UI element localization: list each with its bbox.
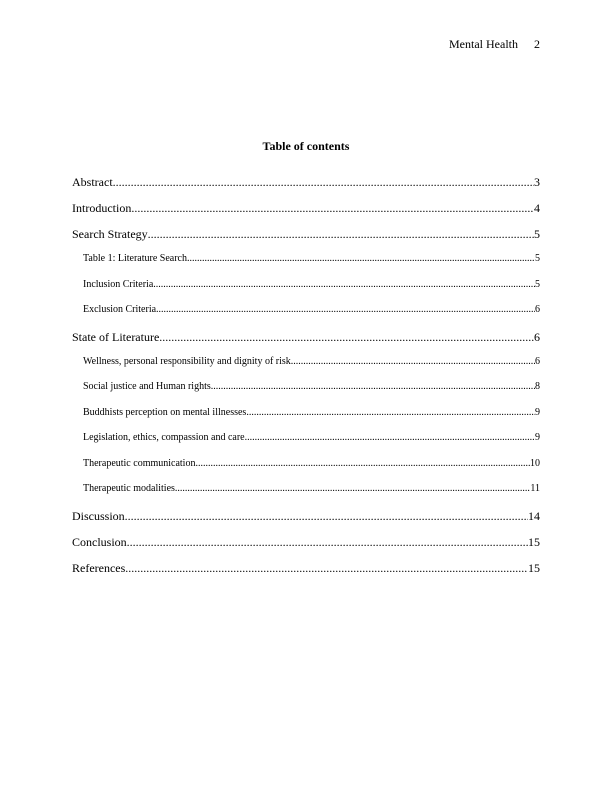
toc-entry-page: 15 (528, 560, 540, 575)
toc-entry-introduction[interactable] (72, 201, 540, 227)
dot-leader (148, 227, 534, 241)
toc-entry-legislation-ethics[interactable] (72, 432, 540, 458)
toc-entry-therapeutic-modalities[interactable] (72, 483, 540, 509)
toc-entry-conclusion[interactable] (72, 535, 540, 561)
dot-leader (159, 330, 534, 344)
toc-entry-page: 6 (535, 355, 540, 367)
toc-entry-abstract[interactable] (72, 175, 540, 201)
toc-entry-label: Therapeutic communication (83, 457, 196, 469)
toc-entry-inclusion-criteria[interactable] (72, 279, 540, 305)
toc-entry-page: 5 (534, 227, 540, 241)
toc-entry-references[interactable] (72, 561, 540, 587)
toc-entry-page: 9 (535, 432, 540, 443)
toc-entry-discussion[interactable] (72, 509, 540, 535)
toc-entry-label: Introduction (72, 201, 132, 215)
toc-entry-page: 5 (535, 278, 540, 290)
dot-leader (156, 304, 535, 316)
toc-entry-social-justice[interactable] (72, 381, 540, 407)
toc-entry-label: Search Strategy (72, 227, 148, 241)
dot-leader (195, 458, 530, 470)
dot-leader (175, 483, 530, 495)
running-head-title: Mental Health (449, 37, 518, 51)
toc-entry-page: 5 (535, 253, 540, 264)
toc-entry-page: 6 (534, 329, 540, 344)
toc-entry-search-strategy[interactable] (72, 227, 540, 253)
toc-entry-label: Conclusion (72, 534, 127, 549)
toc-entry-label: Table 1: Literature Search (83, 253, 187, 264)
toc-entry-page: 9 (535, 406, 540, 418)
toc-entry-label: Therapeutic modalities (83, 483, 175, 494)
toc-entry-page: 10 (530, 457, 540, 469)
dot-leader (113, 175, 534, 189)
toc-entry-therapeutic-communication[interactable] (72, 458, 540, 484)
toc-entry-label: Inclusion Criteria (83, 278, 154, 290)
dot-leader (127, 535, 528, 549)
dot-leader (125, 561, 528, 575)
dot-leader (153, 279, 535, 291)
toc-entry-page: 15 (528, 534, 540, 549)
toc-entry-label: Abstract (72, 175, 113, 189)
running-head (449, 37, 540, 51)
toc-entry-label: Wellness, personal responsibility and dignity of risk (83, 355, 291, 367)
toc-entry-page: 4 (534, 201, 540, 215)
toc-entry-page: 8 (535, 381, 540, 392)
dot-leader (245, 432, 535, 444)
toc-entry-label: Buddhists perception on mental illnesses (83, 406, 247, 418)
toc-entry-page: 6 (535, 304, 540, 315)
page-number: 2 (534, 37, 540, 51)
toc-entry-label: Social justice and Human rights (83, 381, 211, 392)
toc-entry-state-of-literature[interactable] (72, 330, 540, 356)
toc-entry-literature-search-table[interactable] (72, 253, 540, 279)
toc-entry-label: Discussion (72, 508, 125, 523)
toc-entry-buddhists-perception[interactable] (72, 407, 540, 433)
toc-title: Table of contents (262, 139, 350, 153)
dot-leader (246, 407, 535, 419)
dot-leader (211, 381, 535, 393)
dot-leader (131, 201, 534, 215)
toc-entry-label: References (72, 560, 126, 575)
toc-entry-page: 3 (534, 175, 540, 189)
table-of-contents (72, 175, 540, 587)
toc-entry-label: Legislation, ethics, compassion and care (83, 432, 245, 443)
toc-entry-page: 14 (528, 508, 540, 523)
toc-entry-exclusion-criteria[interactable] (72, 304, 540, 330)
dot-leader (187, 253, 535, 265)
dot-leader (125, 509, 528, 523)
toc-entry-label: State of Literature (72, 329, 160, 344)
toc-entry-label: Exclusion Criteria (83, 304, 157, 315)
dot-leader (291, 356, 535, 368)
toc-entry-page: 11 (530, 483, 540, 494)
toc-entry-wellness[interactable] (72, 356, 540, 382)
